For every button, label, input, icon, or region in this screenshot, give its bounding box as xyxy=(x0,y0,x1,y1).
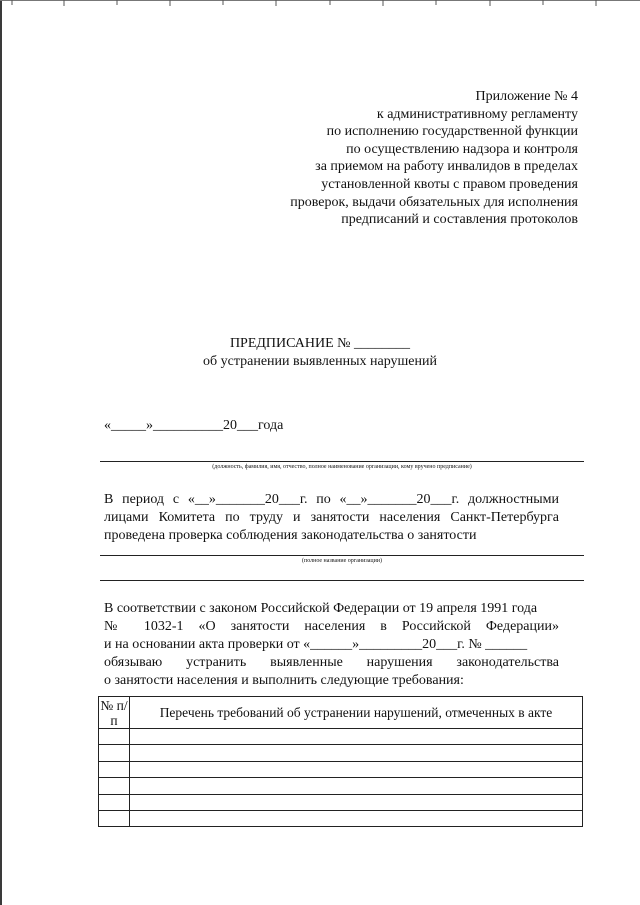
organization-caption: (полное название организации) xyxy=(301,558,383,564)
period-line-2: лицами Комитета по труду и занятости населения Санкт-Петербурга xyxy=(104,510,559,525)
table-row xyxy=(99,729,583,745)
table-cell-requirement xyxy=(130,729,583,745)
table-row xyxy=(99,761,583,777)
period-line-1: В период с «__»_______20___г. по «__»_______20___г. должностными xyxy=(104,492,559,507)
annex-line: по осуществлению надзора и контроля xyxy=(346,141,578,157)
recipient-caption: (должность, фамилия, имя, отчество, полное наименование организации, кому вручено предписание) xyxy=(212,464,472,470)
organization-fill-line-2 xyxy=(100,580,584,581)
table-cell-number xyxy=(99,729,130,745)
document-subtitle: об устранении выявленных нарушений xyxy=(203,354,437,369)
annex-line: к административному регламенту xyxy=(376,106,578,122)
basis-line-4: обязываю устранить выявленные нарушения законодательства xyxy=(104,655,559,670)
table-row xyxy=(99,778,583,794)
organization-fill-line xyxy=(100,555,584,556)
annex-line: по исполнению государственной функции xyxy=(326,124,578,140)
table-row xyxy=(99,794,583,810)
requirements-table xyxy=(98,696,583,827)
basis-line-1: В соответствии с законом Российской Федерации от 19 апреля 1991 года xyxy=(104,601,538,616)
document-title: ПРЕДПИСАНИЕ № ________ xyxy=(229,336,411,351)
table-cell-requirement xyxy=(130,794,583,810)
annex-line: установленной квоты с правом проведения xyxy=(321,176,578,192)
table-cell-number xyxy=(99,810,130,826)
table-cell-number xyxy=(99,794,130,810)
table-row xyxy=(99,810,583,826)
basis-line-5: о занятости населения и выполнить следующие требования: xyxy=(104,673,464,688)
scan-edge-left xyxy=(0,0,2,905)
table-cell-requirement xyxy=(130,761,583,777)
annex-line: Приложение № 4 xyxy=(475,89,578,104)
table-row xyxy=(99,745,583,761)
table-cell-requirement xyxy=(130,745,583,761)
column-header-number: № п/п xyxy=(100,697,128,728)
basis-line-3: и на основании акта проверки от «______»_________20___г. № ______ xyxy=(104,637,528,652)
table-header-row xyxy=(99,697,583,729)
table-cell-number xyxy=(99,745,130,761)
basis-line-2: № 1032-1 «О занятости населения в Российской Федерации» xyxy=(104,619,559,634)
recipient-fill-line xyxy=(100,461,584,462)
annex-line: за приемом на работу инвалидов в пределах xyxy=(315,159,578,175)
table-cell-requirement xyxy=(130,810,583,826)
annex-line: предписаний и составления протоколов xyxy=(341,212,578,228)
scan-edge-marks xyxy=(0,0,640,8)
column-header-requirements: Перечень требований об устранении нарушений, отмеченных в акте xyxy=(130,697,583,729)
period-line-3: проведена проверка соблюдения законодательства о занятости xyxy=(104,528,477,543)
table-cell-number xyxy=(99,778,130,794)
table-cell-requirement xyxy=(130,778,583,794)
annex-line: проверок, выдачи обязательных для исполнения xyxy=(290,194,578,210)
issue-date-line: «_____»__________20___года xyxy=(104,418,284,433)
table-cell-number xyxy=(99,761,130,777)
annex-header xyxy=(248,88,578,229)
